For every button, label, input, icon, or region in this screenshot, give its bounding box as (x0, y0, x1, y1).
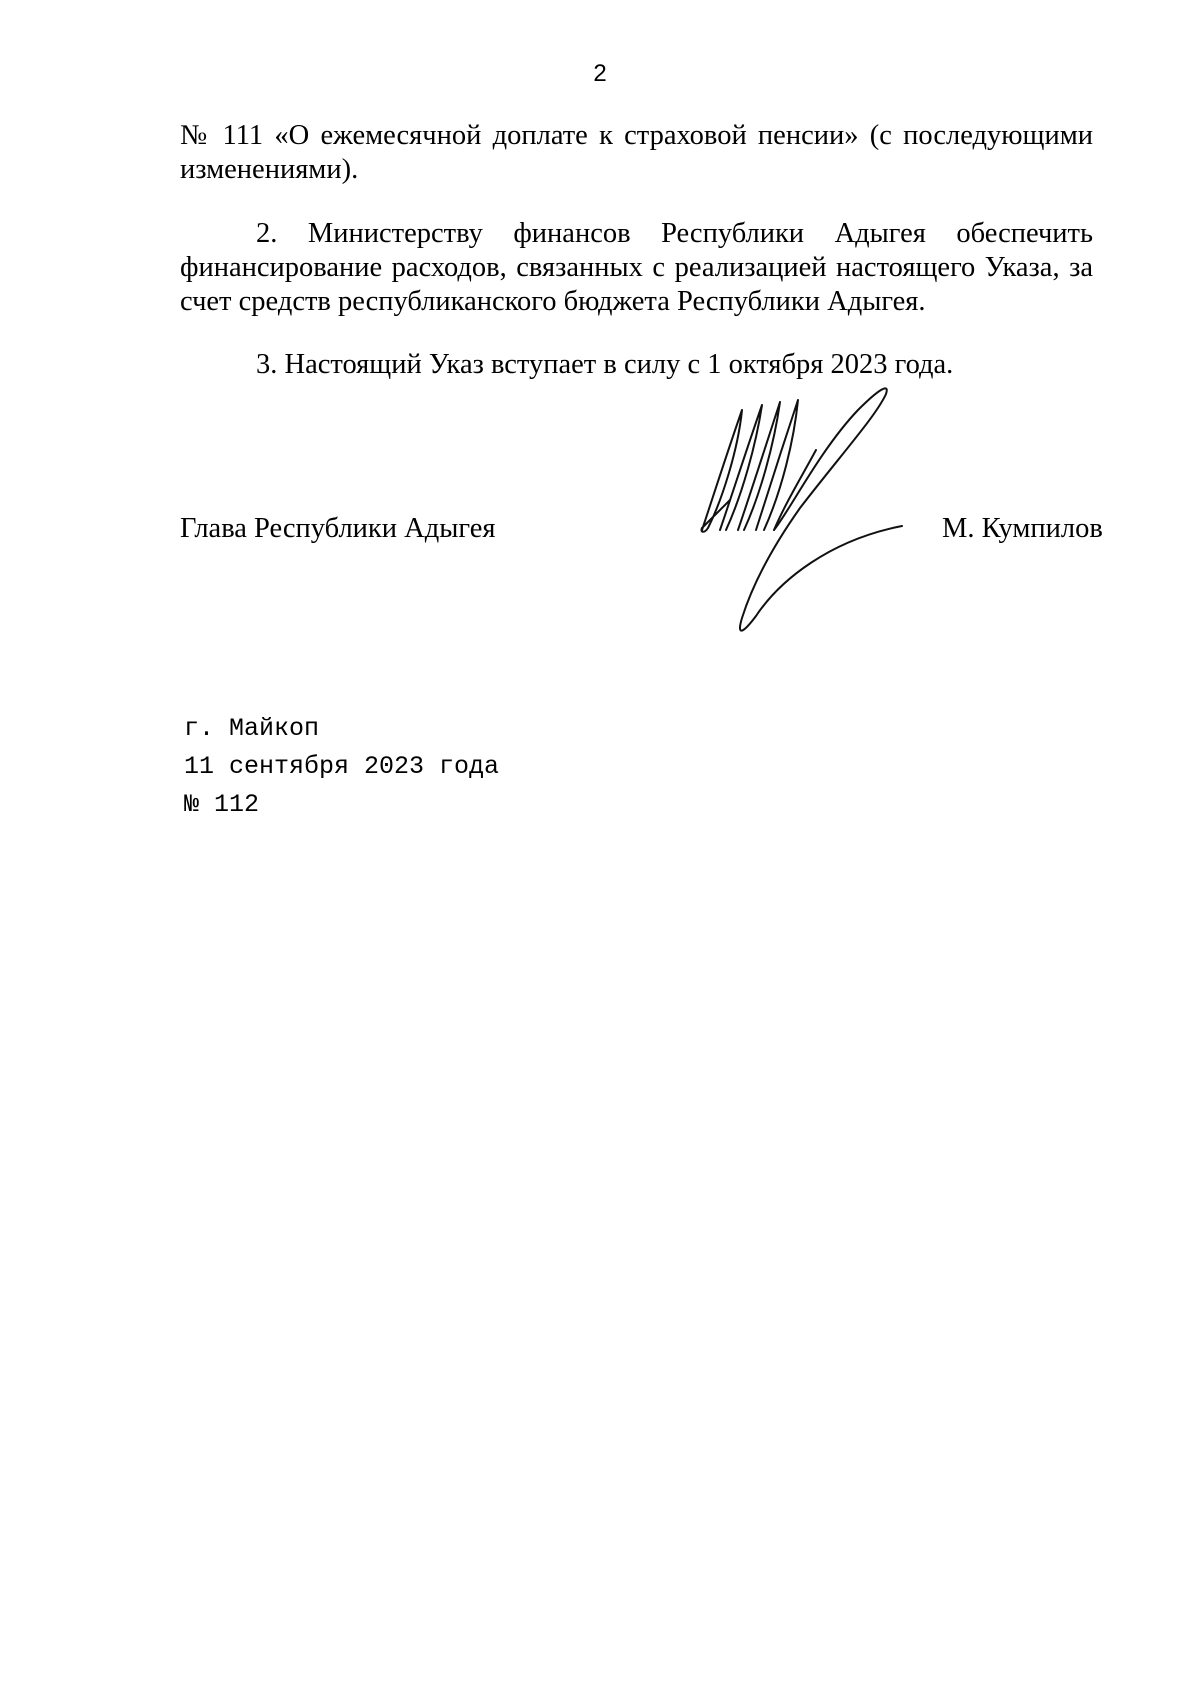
paragraph-continuation: № 111 «О ежемесячной доплате к страховой пенсии» (с последующими изменениями). (180, 120, 1093, 185)
page-number: 2 (593, 60, 607, 87)
document-city: г. Майкоп (184, 714, 320, 743)
document-details (184, 710, 499, 824)
document-number: № 112 (184, 790, 260, 819)
signatory-title: Глава Республики Адыгея (180, 513, 496, 544)
paragraph-item-3: 3. Настоящий Указ вступает в силу с 1 октября 2023 года. (256, 349, 954, 380)
signatory-name: М. Кумпилов (942, 513, 1103, 544)
handwritten-signature (690, 380, 940, 660)
document-date: 11 сентября 2023 года (184, 752, 500, 781)
paragraph-item-2: 2. Министерству финансов Республики Адыгея обеспечить финансирование расходов, связанных с реализацией настоящего Указа, за счет средств республиканского бюджета Республики Адыгея. (180, 218, 1093, 317)
